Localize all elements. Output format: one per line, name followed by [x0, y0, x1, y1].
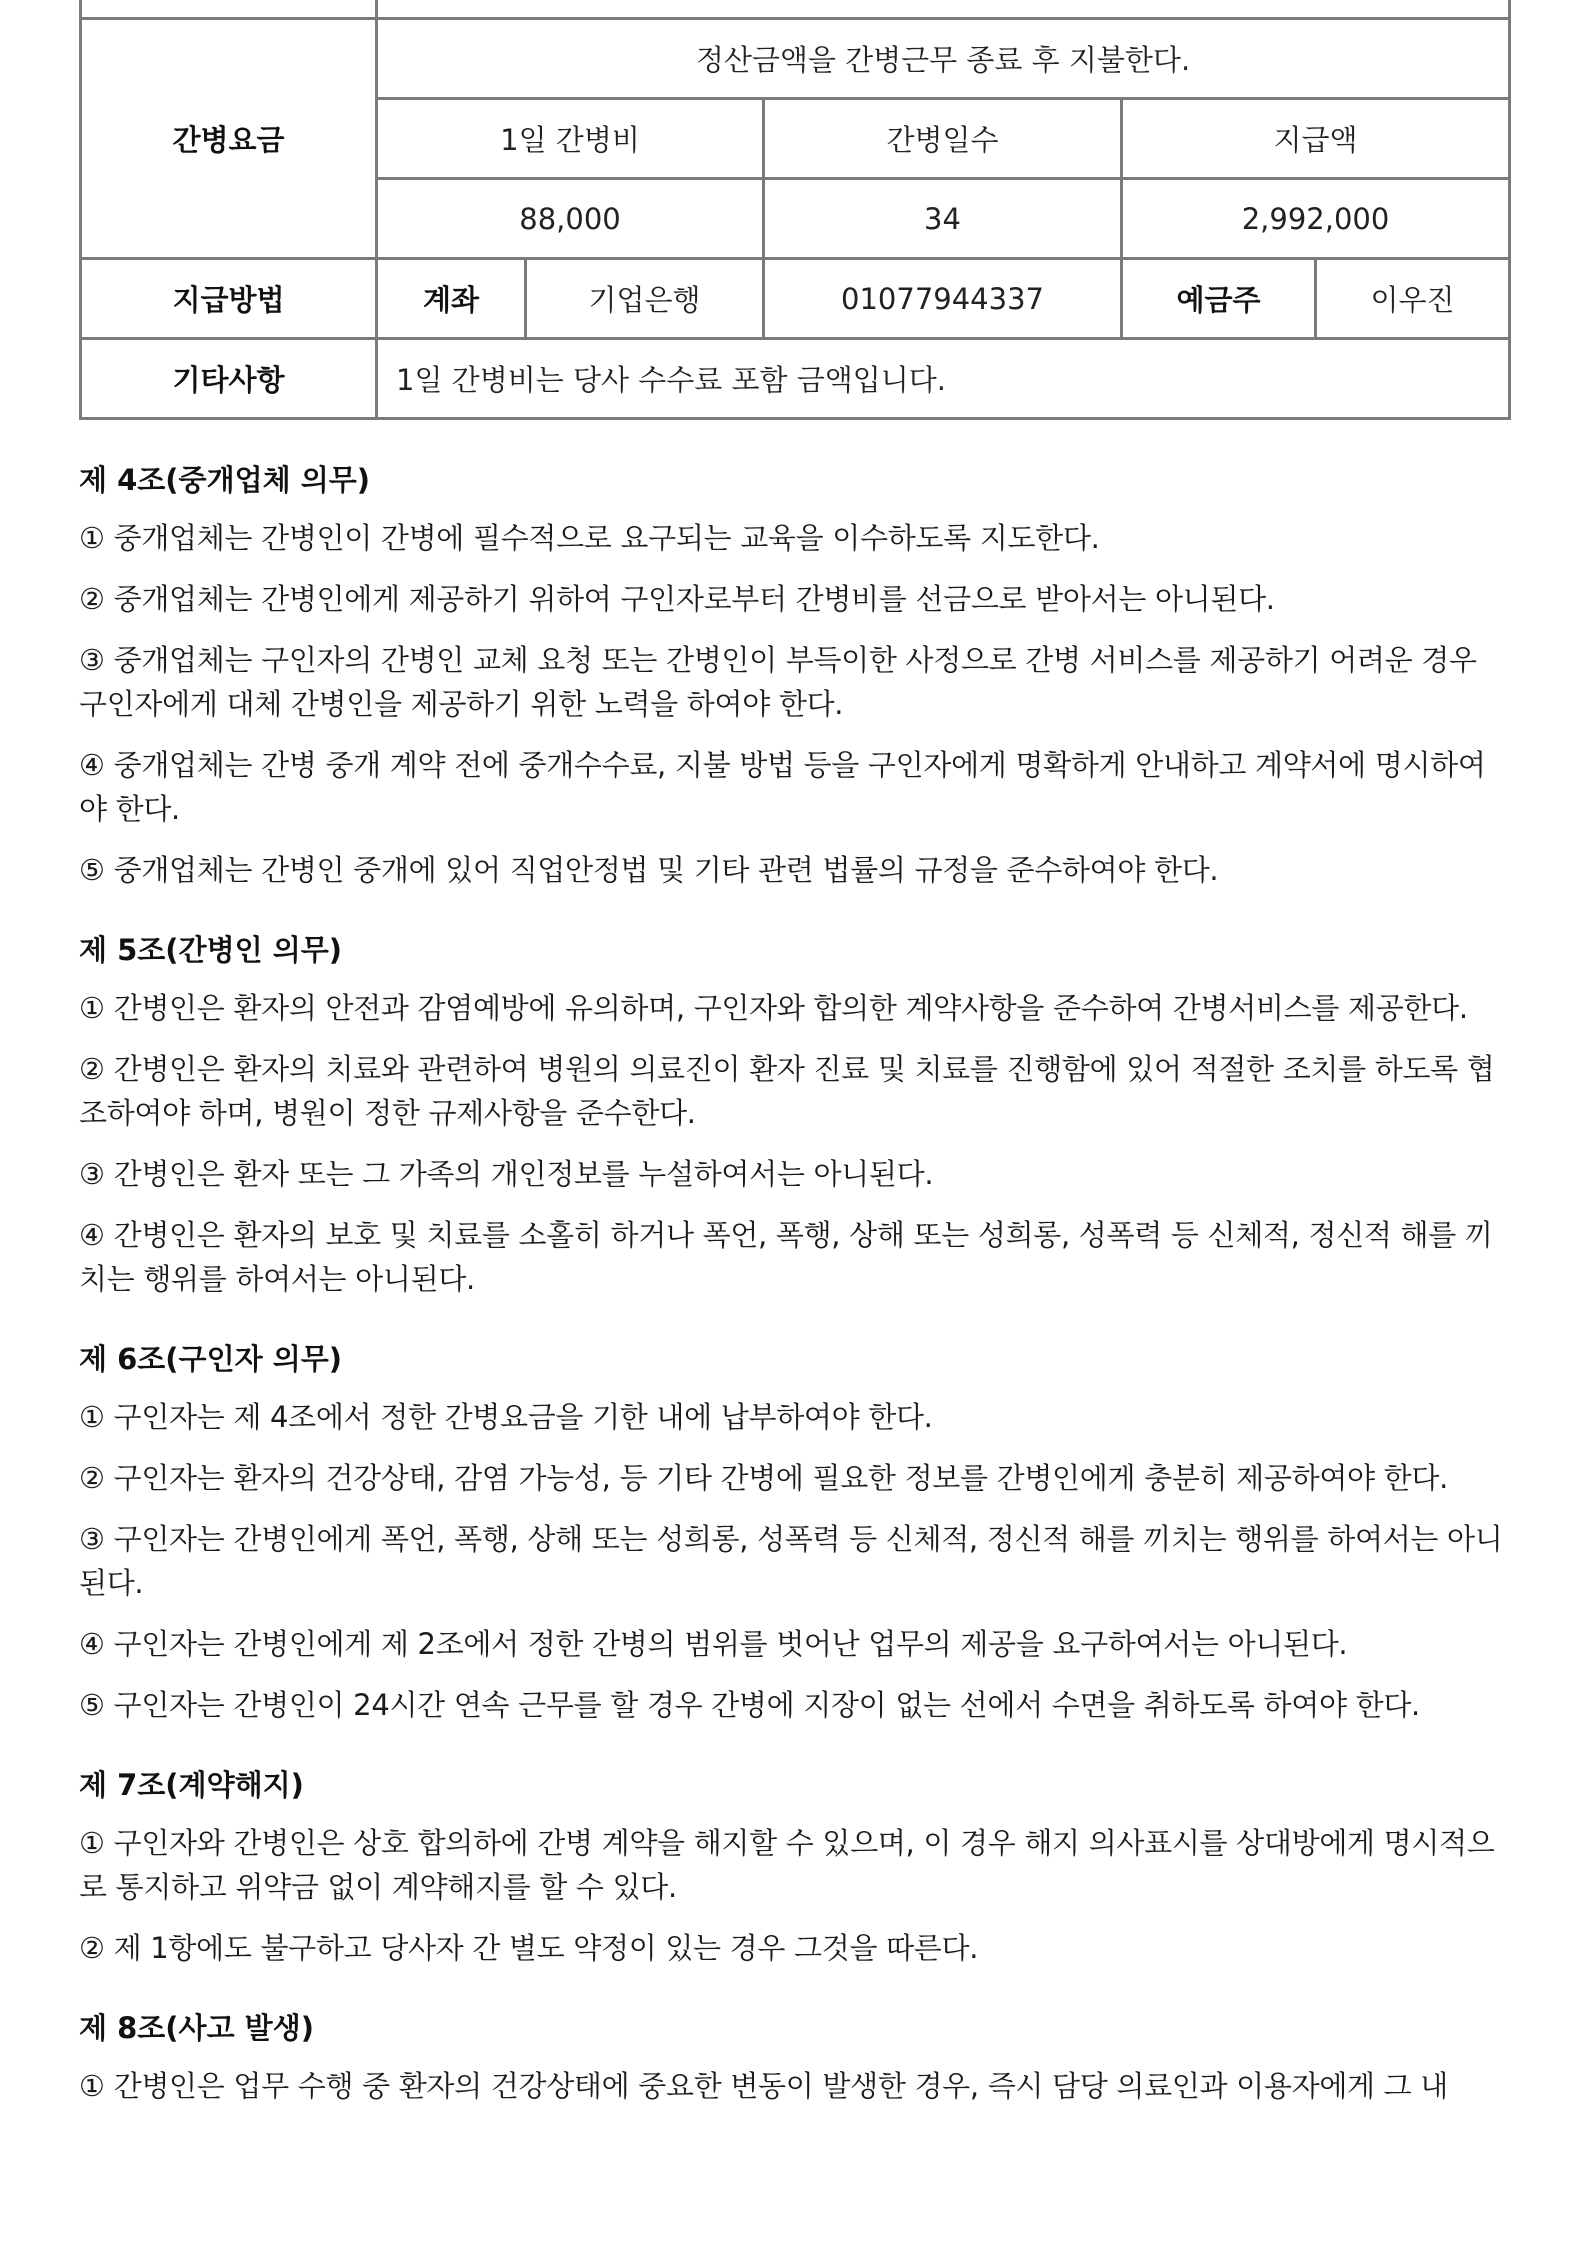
account-label: 계좌	[377, 259, 526, 339]
clause: ② 제 1항에도 불구하고 당사자 간 별도 약정이 있는 경우 그것을 따른다.	[79, 1931, 979, 1965]
clause: ② 간병인은 환자의 치료와 관련하여 병원의 의료진이 환자 진료 및 치료를 진행함에 있어 적절한 조치를 하도록 협조하여야 하며, 병원이 정한 규제사항을 준수한다.	[79, 1052, 1495, 1130]
articles	[79, 458, 1511, 2144]
total-header: 지급액	[1122, 99, 1510, 179]
holder-name: 이우진	[1316, 259, 1510, 339]
bank-name: 기업은행	[526, 259, 764, 339]
clause: ① 중개업체는 간병인이 간병에 필수적으로 요구되는 교육을 이수하도록 지도한다.	[79, 521, 1100, 555]
clause: ② 구인자는 환자의 건강상태, 감염 가능성, 등 기타 간병에 필요한 정보를 간병인에게 충분히 제공하여야 한다.	[79, 1461, 1449, 1495]
holder-label: 예금주	[1122, 259, 1316, 339]
article-title: 제 4조(중개업체 의무)	[79, 463, 370, 497]
article-8	[79, 2006, 1511, 2108]
article-4	[79, 458, 1511, 892]
clause: ① 간병인은 업무 수행 중 환자의 건강상태에 중요한 변동이 발생한 경우, 즉시 담당 의료인과 이용자에게 그 내	[79, 2069, 1449, 2103]
daily-fee-header: 1일 간병비	[377, 99, 764, 179]
article-title: 제 6조(구인자 의무)	[79, 1342, 342, 1376]
partial-label-cell	[81, 0, 377, 19]
fee-table	[79, 0, 1511, 420]
clause: ① 구인자와 간병인은 상호 합의하에 간병 계약을 해지할 수 있으며, 이 경우 해지 의사표시를 상대방에게 명시적으로 통지하고 위약금 없이 계약해지를 할 수 있다.	[79, 1826, 1495, 1904]
clause: ② 중개업체는 간병인에게 제공하기 위하여 구인자로부터 간병비를 선금으로 받아서는 아니된다.	[79, 582, 1275, 616]
total-value: 2,992,000	[1122, 179, 1510, 259]
clause: ③ 구인자는 간병인에게 폭언, 폭행, 상해 또는 성희롱, 성폭력 등 신체적, 정신적 해를 끼치는 행위를 하여서는 아니된다.	[79, 1522, 1503, 1600]
clause: ③ 간병인은 환자 또는 그 가족의 개인정보를 누설하여서는 아니된다.	[79, 1157, 934, 1191]
payment-label: 지급방법	[81, 259, 377, 339]
table-row	[81, 259, 1510, 339]
clause: ④ 중개업체는 간병 중개 계약 전에 중개수수료, 지불 방법 등을 구인자에게 명확하게 안내하고 계약서에 명시하여야 한다.	[79, 748, 1486, 826]
days-header: 간병일수	[764, 99, 1122, 179]
clause: ④ 구인자는 간병인에게 제 2조에서 정한 간병의 범위를 벗어난 업무의 제공을 요구하여서는 아니된다.	[79, 1627, 1348, 1661]
table-row	[81, 339, 1510, 419]
article-title: 제 8조(사고 발생)	[79, 2011, 314, 2045]
misc-text: 1일 간병비는 당사 수수료 포함 금액입니다.	[377, 339, 1510, 419]
clause: ① 구인자는 제 4조에서 정한 간병요금을 기한 내에 납부하여야 한다.	[79, 1400, 933, 1434]
table-row-partial	[81, 0, 1510, 19]
clause: ④ 간병인은 환자의 보호 및 치료를 소홀히 하거나 폭언, 폭행, 상해 또는 성희롱, 성폭력 등 신체적, 정신적 해를 끼치는 행위를 하여서는 아니된다.	[79, 1218, 1493, 1296]
misc-label: 기타사항	[81, 339, 377, 419]
table-row	[81, 19, 1510, 99]
settlement-note: 정산금액을 간병근무 종료 후 지불한다.	[377, 19, 1510, 99]
article-title: 제 5조(간병인 의무)	[79, 933, 342, 967]
article-title: 제 7조(계약해지)	[79, 1768, 304, 1802]
clause: ⑤ 중개업체는 간병인 중개에 있어 직업안정법 및 기타 관련 법률의 규정을 준수하여야 한다.	[79, 853, 1219, 887]
article-6	[79, 1337, 1511, 1727]
article-5	[79, 928, 1511, 1301]
clause: ③ 중개업체는 구인자의 간병인 교체 요청 또는 간병인이 부득이한 사정으로 간병 서비스를 제공하기 어려운 경우 구인자에게 대체 간병인을 제공하기 위한 노력을 하여야 한다.	[79, 643, 1477, 721]
article-7	[79, 1763, 1511, 1970]
partial-value-cell	[377, 0, 1510, 19]
fee-label: 간병요금	[81, 19, 377, 259]
account-number: 01077944337	[764, 259, 1122, 339]
daily-fee-value: 88,000	[377, 179, 764, 259]
clause: ⑤ 구인자는 간병인이 24시간 연속 근무를 할 경우 간병에 지장이 없는 선에서 수면을 취하도록 하여야 한다.	[79, 1688, 1420, 1722]
days-value: 34	[764, 179, 1122, 259]
clause: ① 간병인은 환자의 안전과 감염예방에 유의하며, 구인자와 합의한 계약사항을 준수하여 간병서비스를 제공한다.	[79, 991, 1468, 1025]
